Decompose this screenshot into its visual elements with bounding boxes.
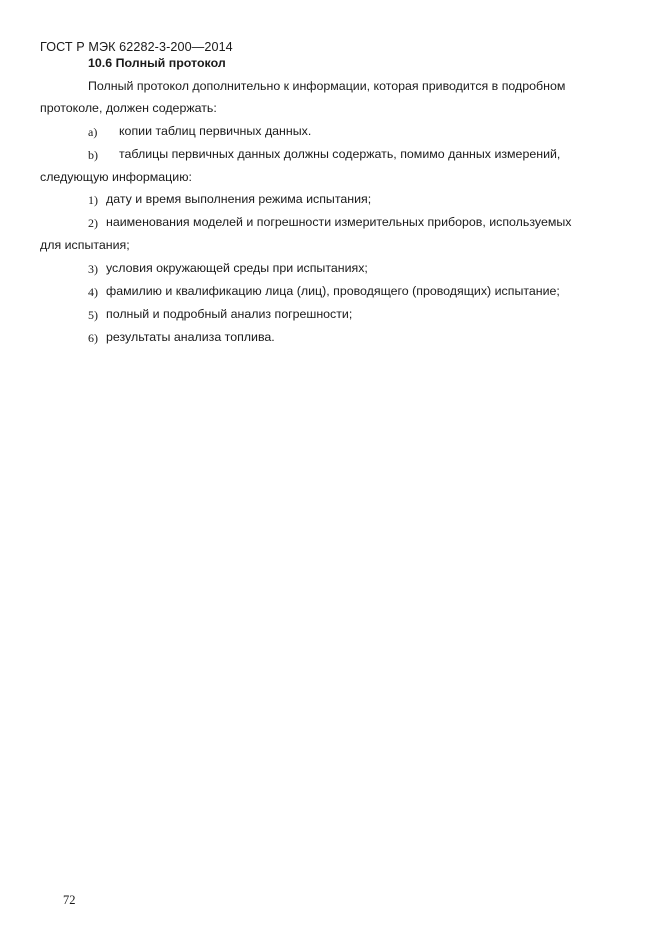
subitem-2-text-line-2: для испытания; [40,238,130,252]
section-title: Полный протокол [115,56,226,70]
intro-line-2: протоколе, должен содержать: [40,101,217,115]
subitem-2-text-line-1: наименования моделей и погрешности измерительных приборов, используемых [106,215,572,229]
intro-line-1: Полный протокол дополнительно к информации, которая приводится в подробном [88,79,566,93]
subitem-4-marker: 4) [88,285,98,299]
page-number: 72 [63,893,76,907]
item-b-marker: b) [88,148,98,162]
subitem-6-marker: 6) [88,331,98,345]
subitem-3-marker: 3) [88,262,98,276]
subitem-2-marker: 2) [88,216,98,230]
item-a-marker: a) [88,125,98,139]
subitem-4-text: фамилию и квалификацию лица (лиц), проводящего (проводящих) испытание; [106,284,560,298]
item-b-text-line-2: следующую информацию: [40,170,192,184]
subitem-5-text: полный и подробный анализ погрешности; [106,307,353,321]
subitem-1-text: дату и время выполнения режима испытания; [106,192,372,206]
subitem-6-text: результаты анализа топлива. [106,330,275,344]
subitem-3-text: условия окружающей среды при испытаниях; [106,261,368,275]
item-a-text: копии таблиц первичных данных. [119,124,312,138]
section-heading [88,56,226,71]
subitem-1-marker: 1) [88,193,98,207]
document-code: ГОСТ Р МЭК 62282-3-200—2014 [40,40,233,54]
section-number: 10.6 [88,56,113,70]
subitem-5-marker: 5) [88,308,98,322]
item-b-text-line-1: таблицы первичных данных должны содержать, помимо данных измерений, [119,147,561,161]
